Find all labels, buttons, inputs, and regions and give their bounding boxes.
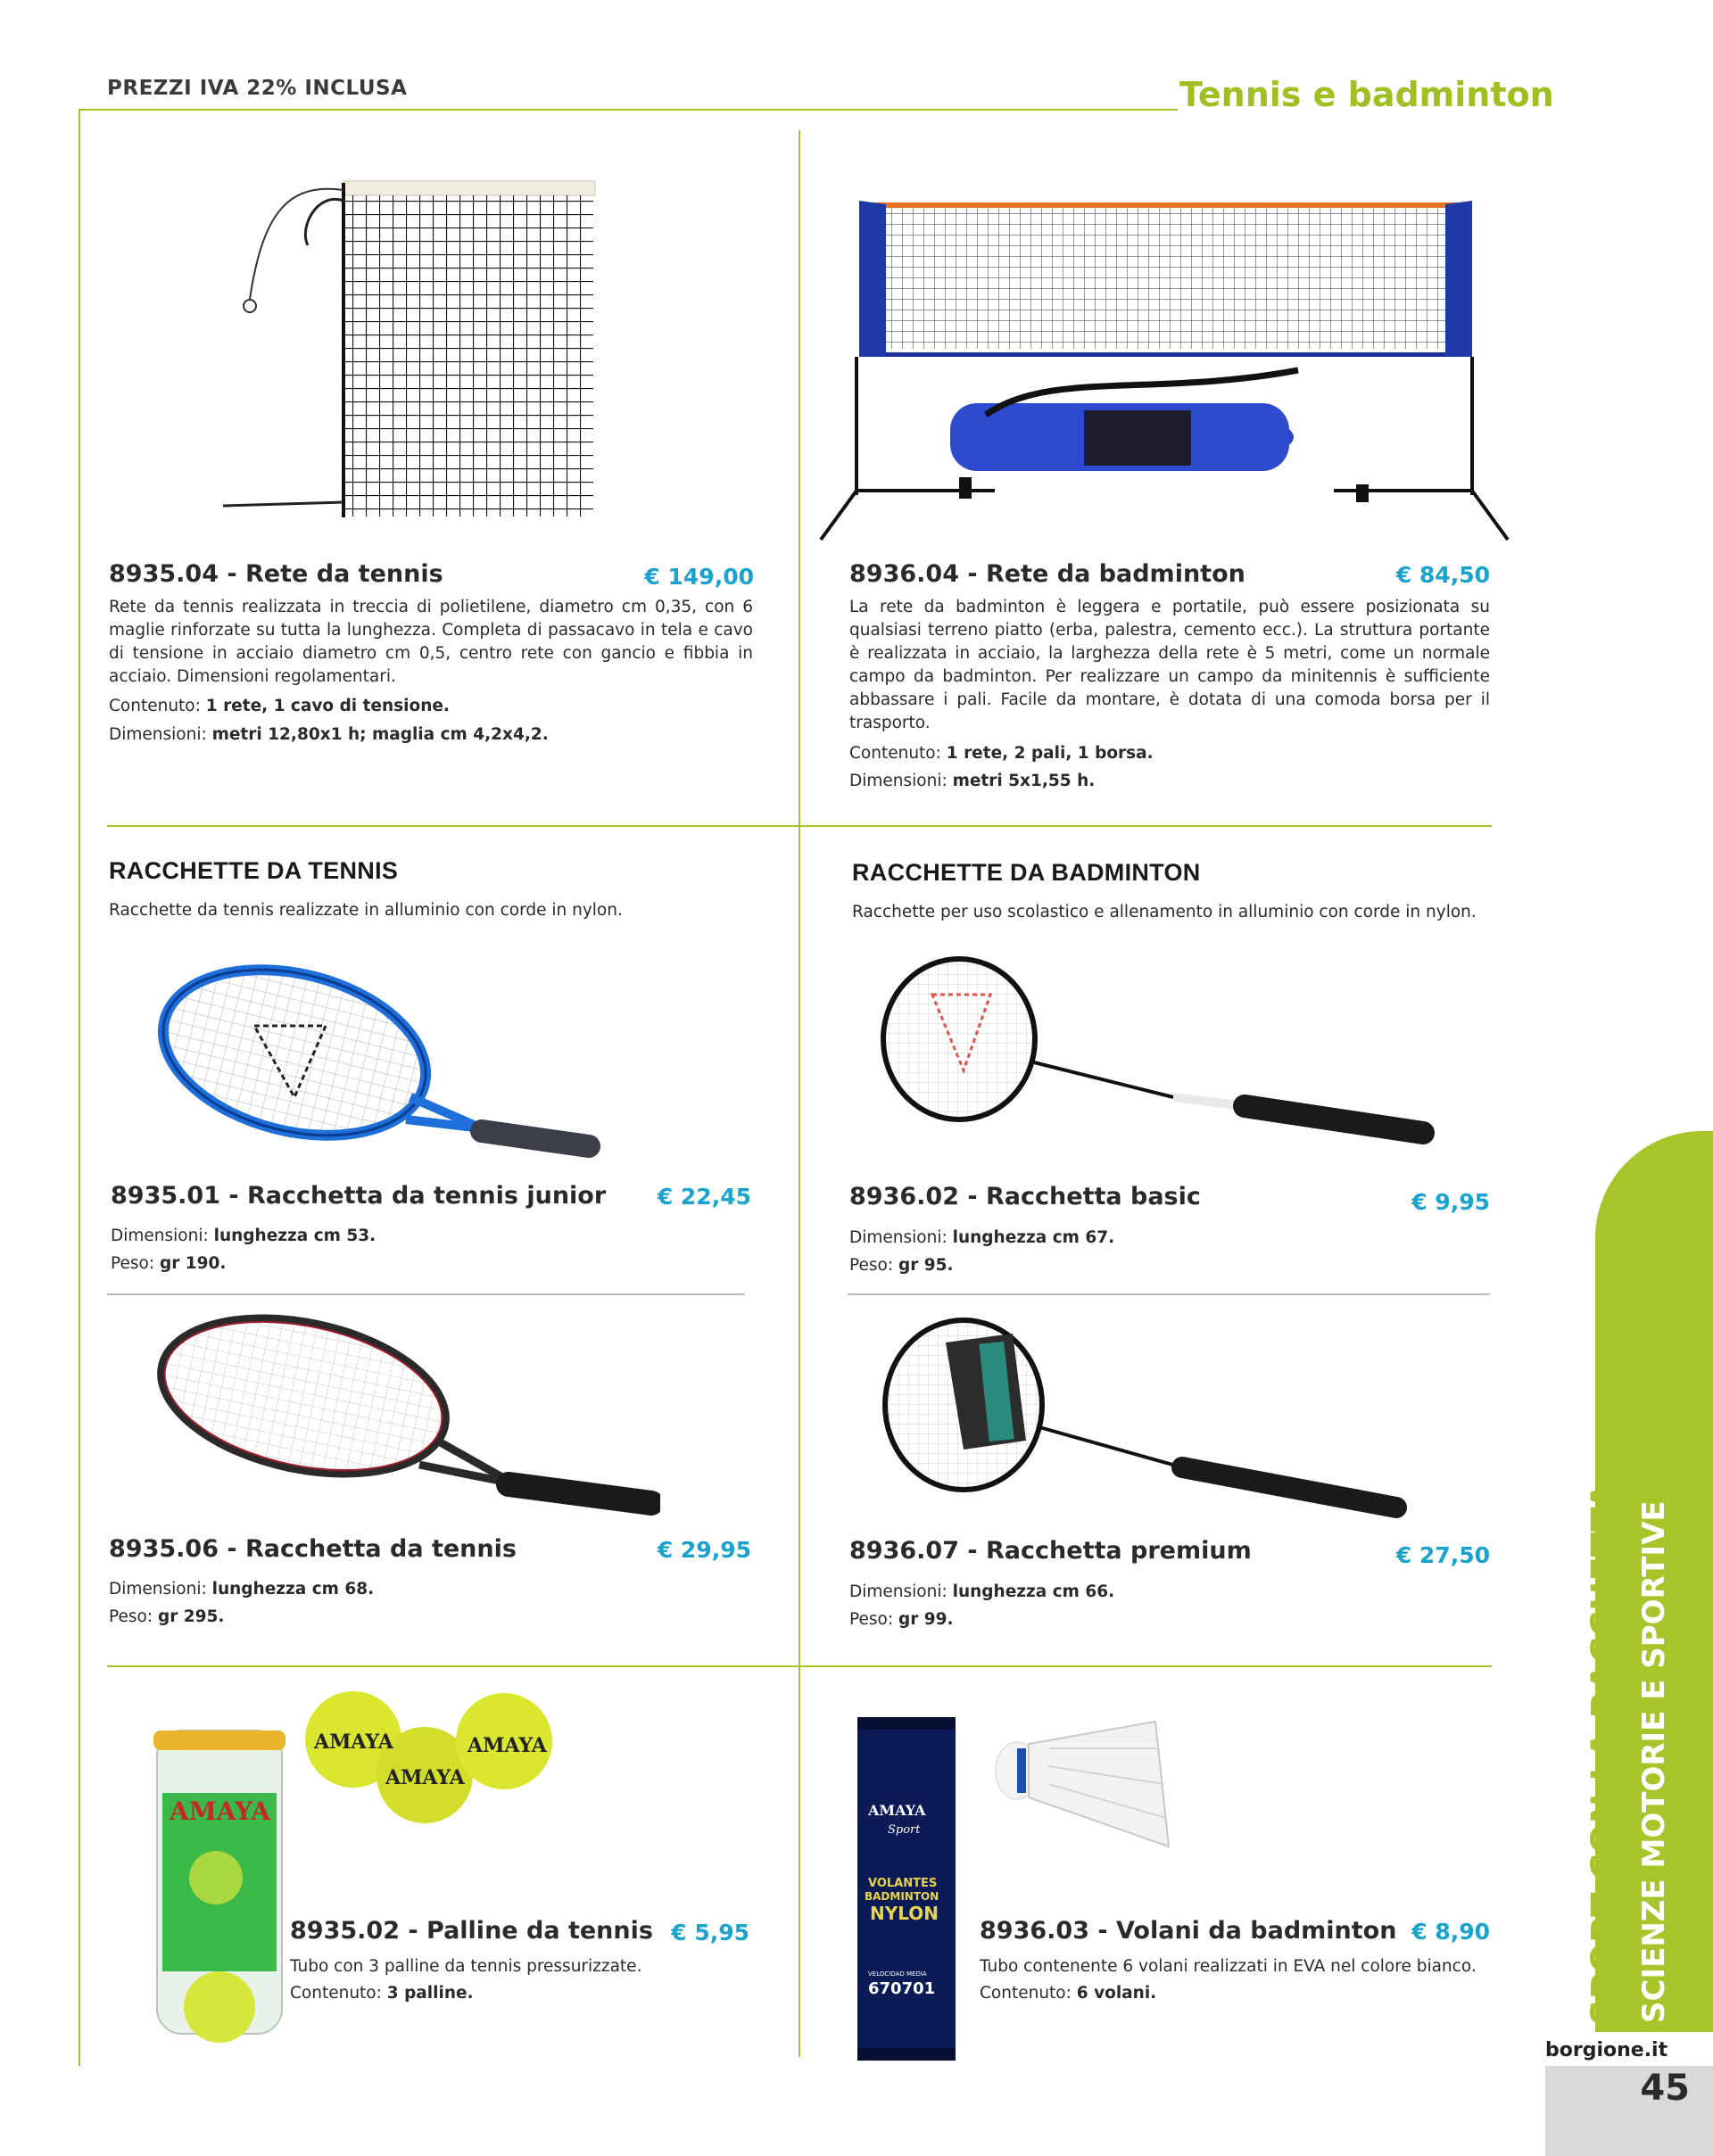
badminton-rackets-description: Racchette per uso scolastico e allenamento in alluminio con corde in nylon. bbox=[852, 903, 1477, 921]
badminton-net-title bbox=[849, 560, 1245, 588]
tennis-net-content-label: Contenuto: bbox=[109, 697, 201, 715]
tennis-net-dimensions bbox=[109, 721, 549, 748]
row-divider-2 bbox=[107, 1665, 1492, 1667]
tennis-racket-sep: - bbox=[227, 1535, 237, 1563]
tennis-racket-dim-label: Dimensioni: bbox=[109, 1580, 207, 1598]
badminton-net-dim-label: Dimensioni: bbox=[849, 772, 948, 790]
tennis-racket-junior-weight-label: Peso: bbox=[111, 1254, 155, 1273]
tennis-racket-junior-price: € 22,45 bbox=[657, 1184, 751, 1210]
side-tab-line2: SCIENZE MOTORIE E SPORTIVE bbox=[1636, 1500, 1672, 2023]
badminton-net-code: 8936.04 bbox=[849, 560, 959, 588]
tube-brand: AMAYA bbox=[868, 1802, 926, 1819]
tube-line2: BADMINTON bbox=[865, 1890, 939, 1903]
badminton-premium-weight-value: gr 99. bbox=[898, 1610, 954, 1629]
badminton-premium-dim-label: Dimensioni: bbox=[849, 1582, 948, 1601]
tennis-racket-junior-image bbox=[152, 963, 607, 1169]
badminton-premium-price: € 27,50 bbox=[1395, 1542, 1490, 1568]
tennis-balls-content-label: Contenuto: bbox=[290, 1984, 382, 2003]
ball-brand-text-2: AMAYA bbox=[385, 1766, 465, 1789]
divider-tennis-rackets bbox=[107, 1293, 745, 1295]
badminton-net-price: € 84,50 bbox=[1395, 562, 1490, 588]
tennis-net-content bbox=[109, 692, 450, 720]
divider-badminton-rackets bbox=[848, 1293, 1490, 1295]
shuttlecocks-title bbox=[980, 1917, 1396, 1945]
tennis-balls-description: Tubo con 3 palline da tennis pressurizzate. bbox=[290, 1957, 642, 1976]
badminton-premium-image bbox=[879, 1316, 1414, 1539]
tennis-balls-name: Palline da tennis bbox=[426, 1917, 653, 1945]
badminton-net-dimensions bbox=[849, 767, 1095, 795]
badminton-net-content bbox=[849, 739, 1154, 767]
tennis-racket-junior-sep: - bbox=[228, 1182, 239, 1210]
badminton-net-dim-value: metri 5x1,55 h. bbox=[952, 772, 1096, 790]
ball-brand-text-3: AMAYA bbox=[468, 1734, 547, 1757]
shuttlecocks-price: € 8,90 bbox=[1411, 1919, 1490, 1945]
badminton-premium-weight-label: Peso: bbox=[849, 1610, 894, 1629]
badminton-net-content-value: 1 rete, 2 pali, 1 borsa. bbox=[946, 744, 1154, 763]
side-tab-line1: SPORT CON LA RACCHETTA bbox=[1585, 1482, 1626, 2025]
left-border bbox=[79, 109, 80, 2066]
tennis-rackets-description: Racchette da tennis realizzate in alluminio con corde in nylon. bbox=[109, 901, 623, 920]
tennis-racket-junior-weight bbox=[111, 1250, 226, 1277]
badminton-basic-weight-value: gr 95. bbox=[898, 1256, 954, 1275]
tennis-net-code: 8935.04 bbox=[109, 560, 219, 588]
shuttlecocks-content bbox=[980, 1979, 1156, 2007]
tennis-racket-dimensions bbox=[109, 1575, 374, 1603]
tennis-net-image bbox=[219, 174, 602, 526]
tube-speed-label: VELOCIDAD MEDIA bbox=[868, 1970, 927, 1978]
tennis-racket-price: € 29,95 bbox=[657, 1537, 751, 1563]
badminton-rackets-heading: RACCHETTE DA BADMINTON bbox=[852, 859, 1201, 886]
badminton-basic-sep: - bbox=[967, 1183, 978, 1210]
shuttlecocks-description: Tubo contenente 6 volani realizzati in EVA nel colore bianco. bbox=[980, 1957, 1477, 1976]
tennis-racket-code: 8935.06 bbox=[109, 1535, 219, 1563]
badminton-basic-dimensions bbox=[849, 1224, 1114, 1251]
badminton-net-sep: - bbox=[967, 560, 978, 588]
shuttlecocks-content-value: 6 volani. bbox=[1076, 1984, 1157, 2003]
tennis-racket-junior-name: Racchetta da tennis junior bbox=[247, 1182, 607, 1210]
tennis-net-sep: - bbox=[227, 560, 237, 588]
badminton-basic-weight-label: Peso: bbox=[849, 1256, 894, 1275]
tennis-rackets-heading: RACCHETTE DA TENNIS bbox=[109, 857, 399, 884]
tennis-balls-content bbox=[290, 1979, 474, 2007]
tennis-net-description: Rete da tennis realizzata in treccia di polietilene, diametro cm 0,35, con 6 maglie rinforzate su tutta la lunghezza. Completa di passacavo in tela e cavo di tensione in acciaio diametro cm 0,5, centro rete con gancio e fibbia in acciaio. Dimensioni regolamentari. bbox=[109, 598, 753, 686]
center-divider bbox=[799, 130, 800, 2057]
badminton-premium-title bbox=[849, 1537, 1252, 1565]
badminton-premium-weight bbox=[849, 1606, 954, 1633]
tennis-racket-junior-title bbox=[111, 1182, 606, 1210]
tennis-racket-junior-code: 8935.01 bbox=[111, 1182, 220, 1210]
page-number: 45 bbox=[1640, 2068, 1690, 2109]
tennis-balls-content-value: 3 palline. bbox=[386, 1984, 474, 2003]
badminton-net-name: Rete da badminton bbox=[986, 560, 1245, 588]
tennis-racket-name: Racchetta da tennis bbox=[245, 1535, 517, 1563]
tennis-racket-dim-value: lunghezza cm 68. bbox=[211, 1580, 375, 1598]
row-divider-1 bbox=[107, 825, 1492, 827]
header-rule bbox=[79, 109, 1178, 111]
badminton-basic-name: Racchetta basic bbox=[986, 1183, 1201, 1210]
tennis-racket-weight-value: gr 295. bbox=[157, 1607, 225, 1626]
tennis-net-name: Rete da tennis bbox=[245, 560, 443, 588]
badminton-premium-name: Racchetta premium bbox=[986, 1537, 1252, 1565]
tennis-balls-price: € 5,95 bbox=[671, 1920, 749, 1945]
tube-line3: NYLON bbox=[870, 1903, 939, 1924]
badminton-basic-dim-value: lunghezza cm 67. bbox=[952, 1228, 1115, 1247]
tennis-net-dim-label: Dimensioni: bbox=[109, 725, 207, 744]
tennis-net-title bbox=[109, 560, 443, 588]
badminton-basic-dim-label: Dimensioni: bbox=[849, 1228, 948, 1247]
tennis-racket-weight-label: Peso: bbox=[109, 1607, 153, 1626]
badminton-basic-weight bbox=[849, 1251, 954, 1279]
badminton-net-content-label: Contenuto: bbox=[849, 744, 941, 763]
badminton-premium-dim-value: lunghezza cm 66. bbox=[952, 1582, 1115, 1601]
tennis-racket-junior-dimensions bbox=[111, 1222, 376, 1250]
badminton-basic-price: € 9,95 bbox=[1411, 1189, 1490, 1215]
shuttlecocks-sep: - bbox=[1097, 1917, 1108, 1945]
tennis-balls-sep: - bbox=[408, 1917, 418, 1945]
badminton-basic-code: 8936.02 bbox=[849, 1183, 959, 1210]
ball-brand-text-1: AMAYA bbox=[314, 1731, 393, 1754]
category-title: Tennis e badminton bbox=[1179, 75, 1554, 114]
tennis-net-content-value: 1 rete, 1 cavo di tensione. bbox=[205, 697, 450, 715]
badminton-basic-image bbox=[879, 954, 1441, 1169]
badminton-basic-title bbox=[849, 1183, 1201, 1210]
shuttlecocks-name: Volani da badminton bbox=[1116, 1917, 1397, 1945]
badminton-premium-sep: - bbox=[967, 1537, 978, 1565]
tube-sub: Sport bbox=[888, 1823, 921, 1837]
tennis-net-dim-value: metri 12,80x1 h; maglia cm 4,2x4,2. bbox=[211, 725, 549, 744]
prices-label: PREZZI IVA 22% INCLUSA bbox=[107, 77, 408, 100]
tennis-net-price: € 149,00 bbox=[644, 564, 754, 590]
tennis-racket-junior-weight-value: gr 190. bbox=[159, 1254, 227, 1273]
shuttlecocks-image bbox=[852, 1713, 1182, 2069]
tennis-racket-weight bbox=[109, 1603, 224, 1631]
tennis-racket-junior-dim-label: Dimensioni: bbox=[111, 1227, 209, 1245]
badminton-premium-code: 8936.07 bbox=[849, 1537, 959, 1565]
tennis-racket-junior-dim-value: lunghezza cm 53. bbox=[213, 1227, 377, 1245]
tennis-balls-title bbox=[290, 1917, 653, 1945]
footer-site: borgione.it bbox=[1545, 2039, 1668, 2061]
shuttlecocks-content-label: Contenuto: bbox=[980, 1984, 1072, 2003]
badminton-net-description: La rete da badminton è leggera e portatile, può essere posizionata su qualsiasi terreno piatto (erba, palestra, cemento ecc.). La struttura portante è realizzata in acciaio, la larghezza della rete è 5 metri, come un normale campo da badminton. Per realizzare un campo da minitennis è sufficiente abbassare i pali. Facile da montare, è dotata di una comoda borsa per il trasporto. bbox=[849, 598, 1490, 732]
tube-brand-text: AMAYA bbox=[170, 1797, 270, 1826]
shuttlecocks-code: 8936.03 bbox=[980, 1917, 1089, 1945]
tube-code: 670701 bbox=[868, 1979, 936, 1998]
badminton-premium-dimensions bbox=[849, 1578, 1114, 1606]
tube-line1: VOLANTES bbox=[868, 1877, 938, 1890]
badminton-net-image bbox=[816, 192, 1512, 549]
tennis-racket-title bbox=[109, 1535, 517, 1563]
tennis-balls-code: 8935.02 bbox=[290, 1917, 400, 1945]
tennis-racket-image bbox=[152, 1311, 660, 1534]
